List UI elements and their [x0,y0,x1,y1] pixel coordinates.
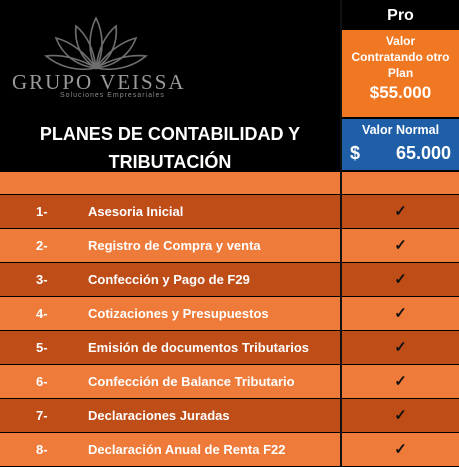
feature-name: Confección de Balance Tributario [88,374,295,389]
table-row [0,195,459,229]
pro-desc-line3: Plan [387,66,414,80]
pro-price-box [342,30,459,117]
check-cell [342,263,459,296]
checkmark-icon: ✓ [394,407,407,424]
feature-cell [0,433,340,466]
checkmark-icon: ✓ [394,271,407,288]
page-title [0,120,340,176]
table-row [0,229,459,263]
feature-name: Emisión de documentos Tributarios [88,340,310,355]
feature-number: 7- [36,408,48,423]
feature-number: 6- [36,374,48,389]
feature-number: 2- [36,238,48,253]
feature-cell [0,263,340,296]
feature-name: Confección y Pago de F29 [88,272,250,287]
table-row [0,433,459,466]
checkmark-icon: ✓ [394,441,407,458]
table-row [0,263,459,297]
check-cell [342,365,459,398]
pro-price: $55.000 [369,83,432,102]
check-cell [342,331,459,364]
check-cell [342,297,459,330]
table-row [0,297,459,331]
page-title-line1: PLANES DE CONTABILIDAD Y [39,124,301,144]
feature-name: Registro de Compra y venta [88,238,261,253]
page-title-line2: TRIBUTACIÓN [108,152,232,172]
feature-cell [0,331,340,364]
feature-name: Asesoria Inicial [88,204,184,219]
feature-cell [0,297,340,330]
brand-tagline: Soluciones Empresariales [60,92,165,99]
pro-desc-line1: Valor [385,34,416,48]
feature-cell [0,365,340,398]
table-row [0,365,459,399]
checkmark-icon: ✓ [394,339,407,356]
brand-name: GRUPO VEISSA [12,70,186,94]
brand-logo [0,0,340,118]
checkmark-icon: ✓ [394,373,407,390]
check-cell [342,433,459,466]
spacer-cell-right [342,172,459,194]
feature-cell [0,229,340,262]
pro-plan-label: Pro [387,7,414,24]
checkmark-icon: ✓ [394,237,407,254]
normal-price-currency: $ [350,143,361,163]
feature-number: 3- [36,272,48,287]
feature-cell [0,399,340,432]
table-row [0,399,459,433]
normal-price-label: Valor Normal [361,123,440,137]
feature-number: 5- [36,340,48,355]
normal-price-amount: 65.000 [395,143,451,163]
feature-number: 1- [36,204,48,219]
check-cell [342,399,459,432]
table-row [0,331,459,365]
feature-name: Declaraciones Juradas [88,408,230,423]
column-divider [340,0,342,467]
feature-name: Cotizaciones y Presupuestos [88,306,269,321]
feature-name: Declaración Anual de Renta F22 [88,442,286,457]
checkmark-icon: ✓ [394,203,407,220]
spacer-cell-left [0,172,340,194]
pro-desc-line2: Contratando otro [351,50,450,64]
spacer-row [0,172,459,195]
feature-number: 4- [36,306,48,321]
feature-number: 8- [36,442,48,457]
feature-cell [0,195,340,228]
pro-price-description [342,30,459,81]
checkmark-icon: ✓ [394,305,407,322]
normal-price-box [342,119,459,170]
check-cell [342,195,459,228]
check-cell [342,229,459,262]
